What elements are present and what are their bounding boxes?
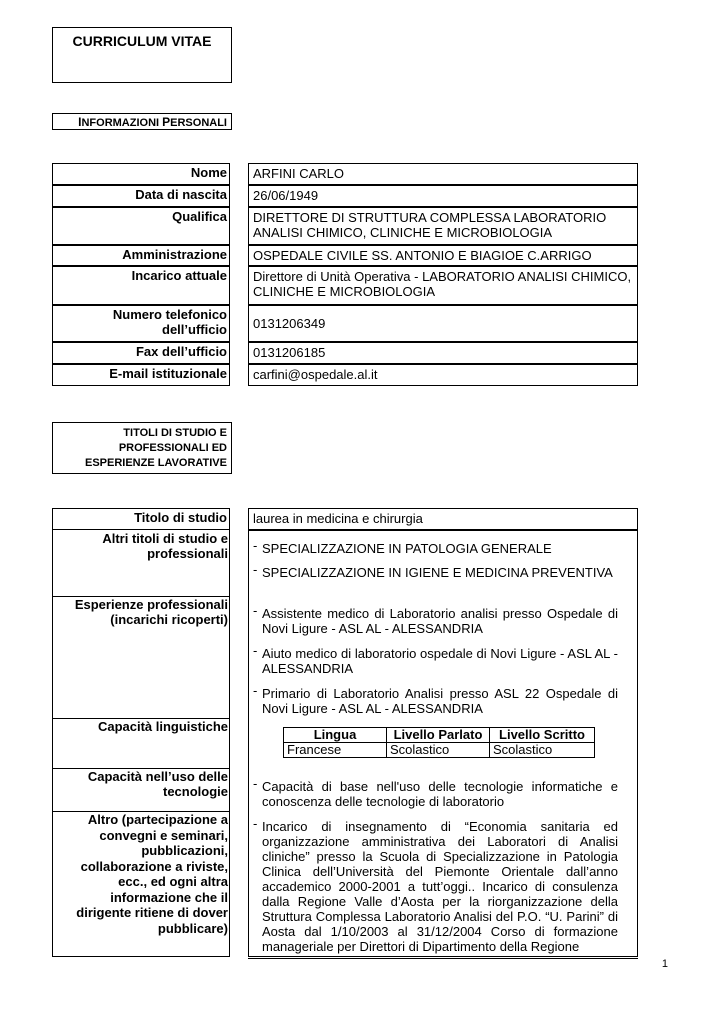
left-bottom-rule bbox=[52, 956, 230, 957]
value-data-nascita: 26/06/1949 bbox=[248, 185, 638, 207]
lang-cell: Francese bbox=[284, 743, 387, 758]
label-tecnologie: Capacità nell’uso delle tecnologie bbox=[87, 769, 228, 799]
label-fax: Fax dell’ufficio bbox=[52, 342, 230, 364]
label-data-nascita: Data di nascita bbox=[52, 185, 230, 207]
section-personal-text: I bbox=[78, 115, 82, 129]
label-email: E-mail istituzionale bbox=[52, 364, 230, 386]
label-incarico-attuale: Incarico attuale bbox=[52, 266, 230, 305]
bullet-dash: - bbox=[253, 643, 258, 658]
page-number: 1 bbox=[661, 958, 668, 970]
bullet-dash: - bbox=[253, 816, 258, 831]
altri-text: SPECIALIZZAZIONE IN IGIENE E MEDICINA PREVENTIVA bbox=[262, 565, 613, 580]
label-column-rule bbox=[229, 530, 230, 957]
lang-cell: Scolastico bbox=[387, 743, 490, 758]
section-personal-text: NFORMAZIONI bbox=[81, 117, 163, 129]
esperienza-item-2 bbox=[253, 643, 618, 676]
value-fax: 0131206185 bbox=[248, 342, 638, 364]
bullet-dash: - bbox=[253, 683, 258, 698]
altro-item bbox=[253, 816, 618, 956]
label-altri-titoli: Altri titoli di studio e professionali bbox=[102, 531, 228, 561]
esperienza-text: Assistente medico di Laboratorio analisi presso Ospedale di Novi Ligure - ASL AL - ALESSANDRIA bbox=[262, 606, 618, 636]
value-telefono: 0131206349 bbox=[248, 305, 638, 342]
label-qualifica: Qualifica bbox=[52, 207, 230, 245]
section-personal-text: P bbox=[162, 115, 171, 129]
label-esperienze: Esperienze professionali (incarichi ricoperti) bbox=[74, 597, 228, 627]
lang-header: Livello Parlato bbox=[387, 728, 490, 743]
bullet-dash: - bbox=[253, 603, 258, 618]
cv-title: CURRICULUM VITAE bbox=[72, 33, 212, 49]
bullet-dash: - bbox=[253, 538, 258, 553]
label-nome: Nome bbox=[52, 163, 230, 185]
label-column-rule-left bbox=[52, 530, 53, 957]
value-nome: ARFINI CARLO bbox=[248, 163, 638, 185]
value-titolo-studio: laurea in medicina e chirurgia bbox=[248, 508, 638, 530]
value-amministrazione: OSPEDALE CIVILE SS. ANTONIO E BIAGIOE C.ARRIGO bbox=[248, 245, 638, 266]
esperienza-item-1 bbox=[253, 603, 618, 636]
label-telefono: Numero telefonico dell’ufficio bbox=[52, 305, 230, 342]
tecnologie-item bbox=[253, 776, 618, 809]
esperienza-item-3 bbox=[253, 683, 618, 716]
section-personal-info bbox=[52, 113, 232, 130]
section-studies-line: TITOLI DI STUDIO E bbox=[123, 427, 227, 439]
label-lingue: Capacità linguistiche bbox=[97, 719, 228, 734]
section-studies bbox=[52, 422, 232, 474]
studies-bottom-rule bbox=[248, 958, 638, 959]
language-table bbox=[283, 727, 595, 758]
section-studies-line: ESPERIENZE LAVORATIVE bbox=[84, 457, 227, 469]
label-titolo-studio: Titolo di studio bbox=[52, 508, 230, 530]
lang-header: Lingua bbox=[284, 728, 387, 743]
altri-item-2 bbox=[253, 562, 618, 580]
label-altro: Altro (partecipazione a convegni e seminari, pubblicazioni, collaborazione a riviste, ecc., ed ogni altra informazione che il dirigente ritiene di dover pubblicare) bbox=[76, 812, 228, 936]
cv-title-box bbox=[52, 27, 232, 83]
section-studies-line: PROFESSIONALI ED bbox=[118, 442, 227, 454]
bullet-dash: - bbox=[253, 776, 258, 791]
esperienza-text: Primario di Laboratorio Analisi presso ASL 22 Ospedale di Novi Ligure - ASL AL - ALESSANDRIA bbox=[262, 686, 618, 716]
altri-item-1 bbox=[253, 538, 618, 556]
bullet-dash: - bbox=[253, 562, 258, 577]
value-email: carfini@ospedale.al.it bbox=[248, 364, 638, 386]
altri-text: SPECIALIZZAZIONE IN PATOLOGIA GENERALE bbox=[262, 541, 552, 556]
esperienza-text: Aiuto medico di laboratorio ospedale di Novi Ligure - ASL AL - ALESSANDRIA bbox=[262, 646, 618, 676]
altro-text: Incarico di insegnamento di “Economia sanitaria ed organizzazione amministrativa dei Laboratori di Analisi cliniche” presso la Scuola di Specializzazione in Patologia Clinica dell’Università del Piemonte Orientale dall’anno accademico 2000-2001 a tutt’oggi.. Incarico di consulenza dalla Regione Valle d’Aosta per la riorganizzazione della Struttura Complessa Laboratorio Analisi del P.O. “U. Parini” di Aosta dal 1/10/2003 al 31/12/2004 Corso di formazione manageriale per Direttori di Dipartimento della Regione bbox=[262, 819, 618, 954]
label-amministrazione: Amministrazione bbox=[52, 245, 230, 266]
tecnologie-text: Capacità di base nell'uso delle tecnologie informatiche e conoscenza delle tecnologie di laboratorio bbox=[262, 779, 618, 809]
value-qualifica: DIRETTORE DI STRUTTURA COMPLESSA LABORATORIO ANALISI CHIMICO, CLINICHE E MICROBIOLOGIA bbox=[248, 207, 638, 245]
section-personal-text: ERSONALI bbox=[170, 117, 227, 129]
value-incarico-attuale: Direttore di Unità Operativa - LABORATORIO ANALISI CHIMICO, CLINICHE E MICROBIOLOGIA bbox=[248, 266, 638, 305]
lang-cell: Scolastico bbox=[490, 743, 595, 758]
lang-header: Livello Scritto bbox=[490, 728, 595, 743]
studies-bottom-rule bbox=[248, 956, 638, 957]
